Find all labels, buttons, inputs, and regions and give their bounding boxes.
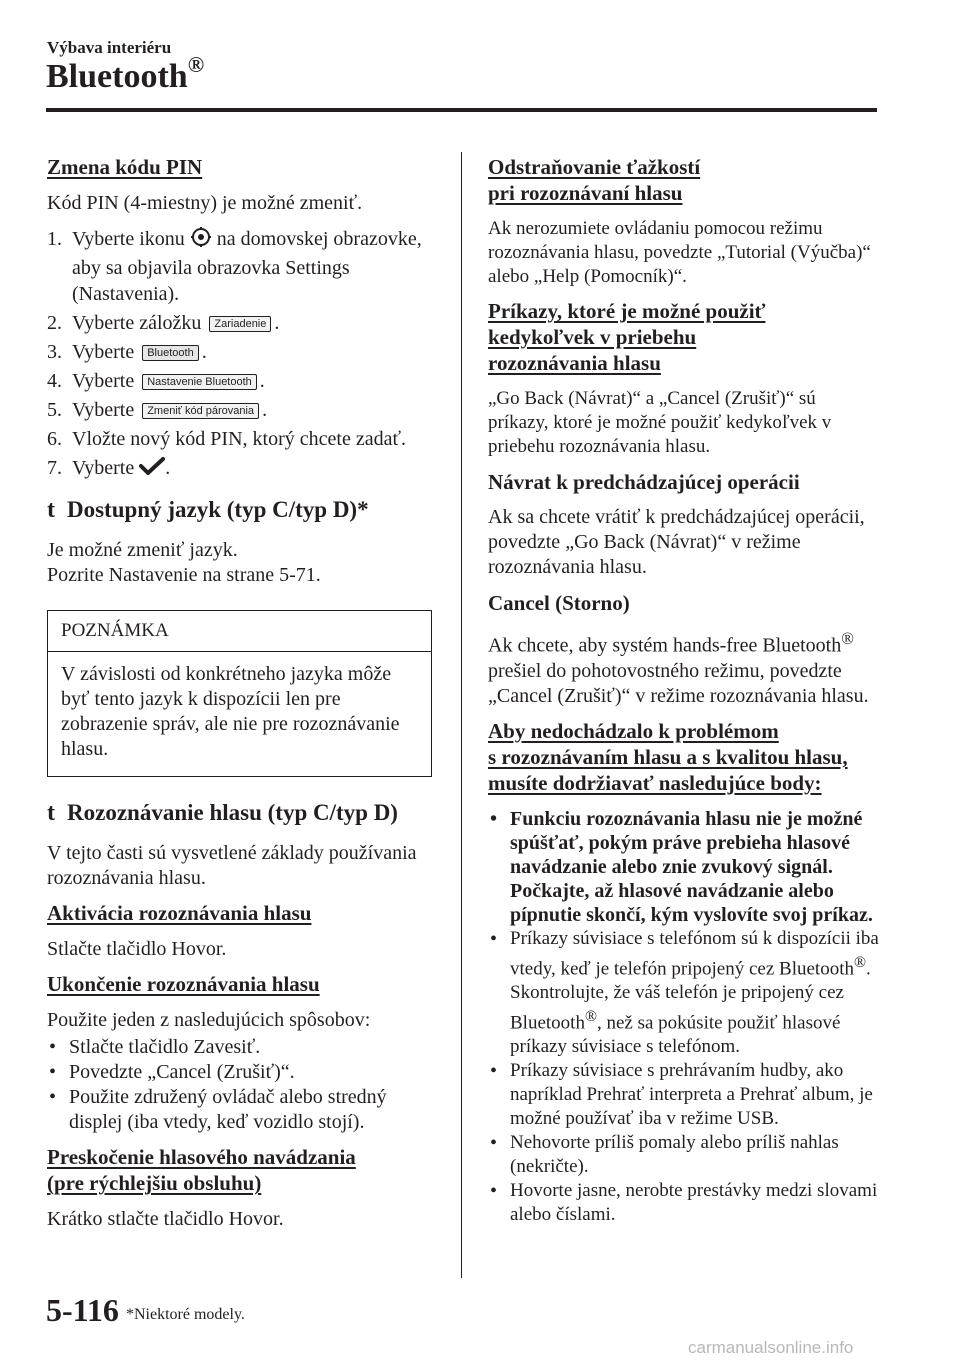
step-7: 7. Vyberte . [47,455,432,482]
list-item: • Hovorte jasne, nerobte prestávky medzi slovami alebo číslami. [488,1179,880,1227]
list-item: • Príkazy súvisiace s prehrávaním hudby, ako napríklad Prehrať interpreta a Prehrať album, je možné používať iba v režime USB. [488,1059,880,1131]
section-label: Výbava interiéru [47,38,172,57]
skip-text: Krátko stlačte tlačidlo Hovor. [47,1208,284,1231]
footnote: *Niektoré modely. [126,1306,245,1323]
step-5: 5. Vyberte Zmeniť kód párovania . [47,399,268,421]
skip-heading-line-1: Preskočenie hlasového navádzania [47,1145,356,1170]
list-item: • Funkciu rozoznávania hlasu nie je možné spúšťať, pokým práve prebieha hlasové navádzanie alebo znie zvukový signál. Počkajte, až hlasové navádzanie alebo pípnutie skončí, kým vyslovíte svoj príkaz. [488,807,880,927]
avoid-heading-line-3: musíte dodržiavať nasledujúce body: [488,770,822,795]
commands-text: „Go Back (Návrat)“ a „Cancel (Zrušiť)“ sú príkazy, ktoré je možné použiť kedykoľvek v priebehu rozoznávania hlasu. [488,388,832,457]
step-3: 3. Vyberte Bluetooth . [47,341,207,363]
watermark: carmanualsonline.info [688,1338,854,1357]
avoid-heading-line-2: s rozoznávaním hlasu a s kvalitou hlasu, [488,744,848,769]
column-divider [461,152,462,1278]
commands-heading-line-1: Príkazy, ktoré je možné použiť [488,299,766,323]
cancel-heading: Cancel (Storno) [488,591,630,615]
header-divider [46,108,877,112]
list-item: • Povedzte „Cancel (Zrušiť)“. [47,1060,432,1085]
go-back-heading: Návrat k predchádzajúcej operácii [488,470,800,494]
end-heading: Ukončenie rozoznávania hlasu [47,972,320,997]
trouble-heading-line-1: Odstraňovanie ťažkostí [488,155,701,179]
list-item: • Príkazy súvisiace s telefónom sú k dispozícii iba vtedy, keď je telefón pripojený cez Bluetooth®. Skontrolujte, že váš telefón je pripojený cez Bluetooth®, než sa pokúsite použiť hlasové príkazy súvisiace s telefónom. [488,927,880,1060]
language-text-2: Pozrite Nastavenie na strane 5-71. [47,564,321,587]
pin-heading: Zmena kódu PIN [47,155,203,179]
cancel-text: Ak chcete, aby systém hands-free Bluetooth® prešiel do pohotovostného režimu, povedzte „Cancel (Zrušiť)“ v režime rozoznávania hlasu. [488,629,869,707]
language-text-1: Je možné zmeniť jazyk. [47,539,238,562]
skip-heading-line-2: (pre rýchlejšiu obsluhu) [47,1171,262,1196]
voice-intro: V tejto časti sú vysvetlené základy používania rozoznávania hlasu. [47,842,417,890]
section-marker: t [47,800,55,827]
checkmark-icon [139,456,165,482]
step-4: 4. Vyberte Nastavenie Bluetooth . [47,370,265,392]
tips-list [488,807,880,1228]
right-column [488,155,880,1237]
list-item: • Nehovorte príliš pomaly alebo príliš nahlas (nekričte). [488,1131,880,1179]
note-box [47,610,432,777]
commands-heading-line-3: rozoznávania hlasu [488,351,661,375]
voice-section-heading: t Rozoznávanie hlasu (typ C/typ D) [47,800,398,827]
list-item: • Použite združený ovládač alebo stredný displej (iba vtedy, keď vozidlo stojí). [47,1085,432,1135]
tab-zariadenie: Zariadenie [209,316,271,332]
list-item: • Stlačte tlačidlo Zavesiť. [47,1035,432,1060]
change-pairing-code-button-label: Zmeniť kód párovania [142,403,259,419]
left-column [47,155,432,1242]
trouble-text: Ak nerozumiete ovládaniu pomocou režimu rozoznávania hlasu, povedzte „Tutorial (Výučba)“ alebo „Help (Pomocník)“. [488,218,871,287]
gear-icon [190,226,212,255]
section-marker: t [47,497,55,524]
step-1: 1. Vyberte ikonu na domovskej obrazovke, aby sa objavila obrazovka Settings (Nastavenia). [47,228,422,305]
bluetooth-button-label: Bluetooth [142,345,198,361]
page-number: 5-116 [46,1292,119,1328]
note-body: V závislosti od konkrétneho jazyka môže byť tento jazyk k dispozícii len pre zobrazenie správ, ale nie pre rozoznávanie hlasu. [61,663,400,761]
commands-heading-line-2: kedykoľvek v priebehu [488,325,697,349]
pin-intro: Kód PIN (4-miestny) je možné zmeniť. [47,192,363,214]
activation-text: Stlačte tlačidlo Hovor. [47,938,227,961]
end-intro: Použite jeden z nasledujúcich spôsobov: [47,1009,371,1032]
step-6: 6. Vložte nový kód PIN, ktorý chcete zadať. [47,428,406,450]
avoid-heading-line-1: Aby nedochádzalo k problémom [488,718,779,743]
page-title: Bluetooth® [46,52,205,95]
bluetooth-settings-button-label: Nastavenie Bluetooth [142,374,257,390]
activation-heading: Aktivácia rozoznávania hlasu [47,901,312,926]
note-title: POZNÁMKA [48,611,431,652]
end-methods-list [47,1035,432,1135]
trouble-heading-line-2: pri rozoznávaní hlasu [488,181,683,205]
language-section-heading: t Dostupný jazyk (typ C/typ D)* [47,497,369,524]
step-2: 2. Vyberte záložku Zariadenie . [47,312,280,334]
pin-steps [47,226,432,482]
go-back-text: Ak sa chcete vrátiť k predchádzajúcej operácii, povedzte „Go Back (Návrat)“ v režime rozoznávania hlasu. [488,506,865,578]
